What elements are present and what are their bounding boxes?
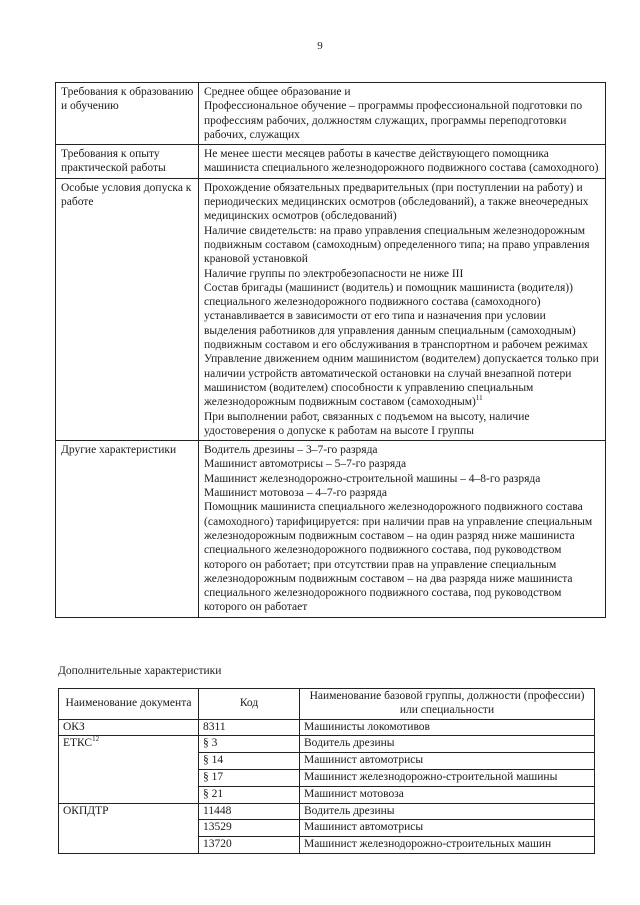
header-code: Код bbox=[199, 689, 300, 720]
requirement-paragraph bbox=[204, 443, 601, 457]
requirement-content bbox=[199, 178, 606, 440]
code-cell: § 3 bbox=[199, 736, 300, 753]
requirement-paragraph bbox=[204, 472, 601, 486]
requirement-content bbox=[199, 145, 606, 179]
requirement-paragraph bbox=[204, 181, 601, 224]
requirement-paragraph bbox=[204, 352, 601, 409]
requirement-paragraph bbox=[204, 85, 601, 99]
paragraph-text: Не менее шести месяцев работы в качестве действующего помощника машиниста специального железнодорожного подвижного состава (самоходного) bbox=[204, 148, 599, 175]
requirement-row bbox=[56, 145, 606, 179]
requirement-paragraph bbox=[204, 281, 601, 352]
occupation-name-cell: Машинист железнодорожно-строительной машины bbox=[300, 769, 595, 786]
footnote-mark: 12 bbox=[92, 735, 100, 744]
document-name: ОКЗ bbox=[63, 720, 85, 733]
header-name: Наименование базовой группы, должности (профессии) или специальности bbox=[300, 689, 595, 720]
requirements-table bbox=[55, 82, 606, 618]
requirement-paragraph bbox=[204, 500, 601, 614]
requirement-paragraph bbox=[204, 486, 601, 500]
code-cell: 13529 bbox=[199, 820, 300, 837]
paragraph-text: Наличие свидетельств: на право управления специальным железнодорожным подвижным составом (самоходным) определенного типа; на право управления крановой установкой bbox=[204, 224, 590, 266]
paragraph-text: Управление движением одним машинистом (водителем) допускается только при наличии устройств автоматической остановки на случай внезапной потери машинистом (водителем) способности к управлению специальным железнодорожным подвижным составом (самоходным) bbox=[204, 353, 599, 409]
requirement-label: Требования к образованию и обучению bbox=[56, 83, 199, 145]
occupation-name-cell: Машинист автомотрисы bbox=[300, 753, 595, 770]
code-cell: § 21 bbox=[199, 786, 300, 803]
requirement-paragraph bbox=[204, 457, 601, 471]
paragraph-text: Наличие группы по электробезопасности не ниже III bbox=[204, 267, 464, 280]
requirement-paragraph bbox=[204, 147, 601, 176]
requirement-label: Требования к опыту практической работы bbox=[56, 145, 199, 179]
requirement-label: Особые условия допуска к работе bbox=[56, 178, 199, 440]
paragraph-text: Водитель дрезины – 3–7-го разряда bbox=[204, 444, 378, 457]
requirement-row bbox=[56, 441, 606, 618]
occupation-name-cell: Водитель дрезины bbox=[300, 736, 595, 753]
paragraph-text: При выполнении работ, связанных с подъемом на высоту, наличие удостоверения о допуске к работам на высоте I группы bbox=[204, 410, 530, 437]
paragraph-text: Машинист железнодорожно-строительной машины – 4–8-го разряда bbox=[204, 472, 541, 485]
document-name: ОКПДТР bbox=[63, 804, 109, 817]
requirement-paragraph bbox=[204, 224, 601, 267]
document-cell bbox=[59, 736, 199, 803]
occupation-name-cell: Машинист железнодорожно-строительных машин bbox=[300, 837, 595, 854]
occupation-name-cell: Машинисты локомотивов bbox=[300, 719, 595, 736]
requirement-row bbox=[56, 178, 606, 440]
requirement-row bbox=[56, 83, 606, 145]
table-row bbox=[59, 736, 595, 753]
table-row bbox=[59, 803, 595, 820]
occupation-name-cell: Водитель дрезины bbox=[300, 803, 595, 820]
occupation-name-cell: Машинист мотовоза bbox=[300, 786, 595, 803]
additional-characteristics-heading: Дополнительные характеристики bbox=[58, 665, 222, 677]
code-cell: 8311 bbox=[199, 719, 300, 736]
additional-body bbox=[59, 719, 595, 853]
code-cell: 13720 bbox=[199, 837, 300, 854]
requirement-paragraph bbox=[204, 410, 601, 439]
footnote-mark: 11 bbox=[475, 394, 483, 403]
requirements-body bbox=[56, 83, 606, 618]
table-row bbox=[59, 719, 595, 736]
document-cell bbox=[59, 719, 199, 736]
paragraph-text: Состав бригады (машинист (водитель) и помощник машиниста (водителя)) специального железнодорожного подвижного состава (самоходного) устанавливается в зависимости от его типа и назначения при условии выделения работников для управления данным специальным (самоходным) подвижным составом и его обслуживания в транспортном и рабочем режимах bbox=[204, 281, 588, 352]
occupation-name-cell: Машинист автомотрисы bbox=[300, 820, 595, 837]
page-number: 9 bbox=[317, 40, 323, 52]
requirement-paragraph bbox=[204, 99, 601, 142]
paragraph-text: Машинист автомотрисы – 5–7-го разряда bbox=[204, 458, 407, 471]
requirement-content bbox=[199, 441, 606, 618]
paragraph-text: Прохождение обязательных предварительных (при поступлении на работу) и периодических медицинских осмотров (обследований), а также внеочередных медицинских осмотров (обследований) bbox=[204, 181, 589, 223]
code-cell: § 14 bbox=[199, 753, 300, 770]
paragraph-text: Помощник машиниста специального железнодорожного подвижного состава (самоходного) тарифицируется: при наличии прав на управление специальным железнодорожным подвижным составом – на один разряд ниже машиниста специального железнодорожного подвижного состава, под руководством которого он работает; при отсутствии прав на управление специальным железнодорожным подвижным составом – на два разряда ниже машиниста специального железнодорожного подвижного состава, под руководством которого он работает bbox=[204, 501, 593, 614]
paragraph-text: Профессиональное обучение – программы профессиональной подготовки по профессиям рабочих, должностям служащих, программы переподготовки рабочих, служащих bbox=[204, 100, 583, 141]
paragraph-text: Среднее общее образование и bbox=[204, 86, 351, 98]
additional-characteristics-table bbox=[58, 688, 595, 854]
requirement-content bbox=[199, 83, 606, 145]
code-cell: § 17 bbox=[199, 769, 300, 786]
document-cell bbox=[59, 803, 199, 853]
code-cell: 11448 bbox=[199, 803, 300, 820]
header-document: Наименование документа bbox=[59, 689, 199, 720]
document-name: ЕТКС bbox=[63, 737, 93, 750]
requirement-paragraph bbox=[204, 267, 601, 281]
header-row bbox=[59, 689, 595, 720]
requirement-label: Другие характеристики bbox=[56, 441, 199, 618]
paragraph-text: Машинист мотовоза – 4–7-го разряда bbox=[204, 487, 387, 500]
